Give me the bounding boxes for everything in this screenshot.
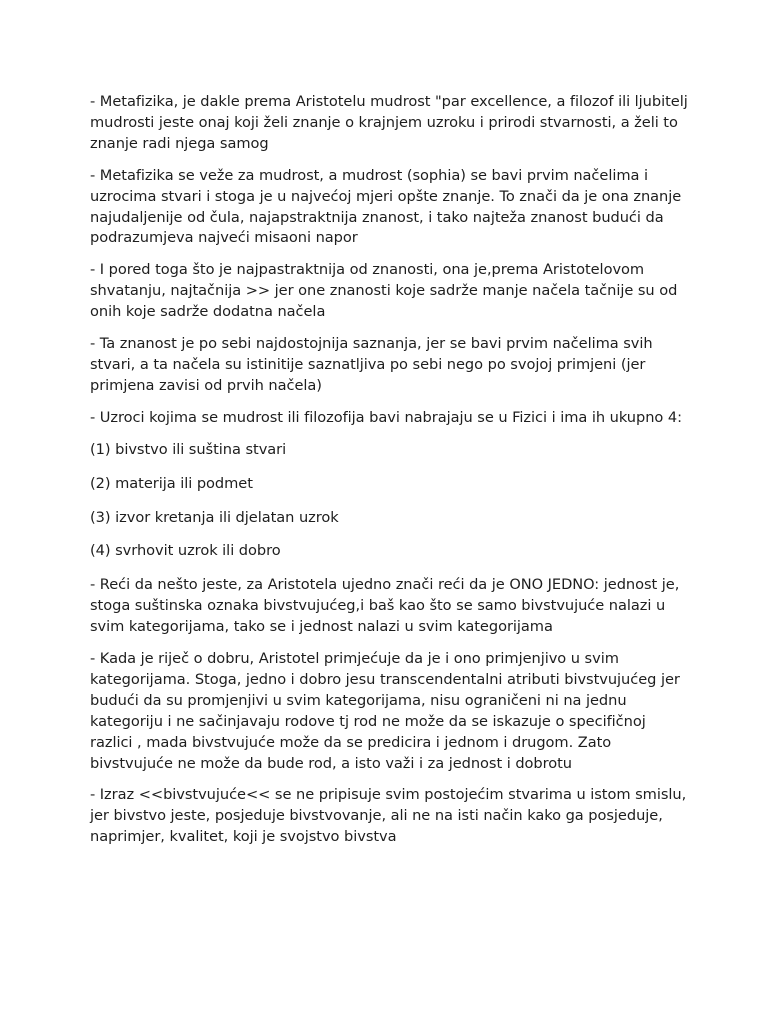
cause-item-1: (1) bivstvo ili suština stvari [90, 440, 287, 458]
cause-item-3: (3) izvor kretanja ili djelatan uzrok [90, 508, 339, 526]
paragraph-metafizika-mudrost: - Metafizika, je dakle prema Aristotelu mudrost "par excellence, a filozof ili ljubitelj mudrosti jeste onaj koji želi znanje o krajnjem uzroku i prirodi stvarnosti, a želi to znanje radi njega samog [90, 93, 688, 152]
paragraph-dobro-transcendentalni: - Kada je riječ o dobru, Aristotel primjećuje da je i ono primjenjivo u svim kategorijama. Stoga, jedno i dobro jesu transcendentalni atributi bivstvujućeg jer budući da su promjenjivi u svim kategorijama, nisu ograničeni ni na jednu kategoriju i ne sačinjavaju rodove tj rod ne može da se iskazuje o specifičnoj razlici , mada bivstvujuće može da se predicira i jednom i drugom. Zato bivstvujuće ne može da bude rod, a isto važi i za jednost i dobrotu [90, 650, 680, 772]
paragraph-najtacnija-znanost: - I pored toga što je najpastraktnija od znanosti, ona je,prema Aristotelovom shvatanju, najtačnija >> jer one znanosti koje sadrže manje načela tačnije su od onih koje sadrže dodatna načela [90, 261, 678, 321]
paragraph-izraz-bivstvujuce: - Izraz <<bivstvujuće<< se ne pripisuje svim postojećim stvarima u istom smislu, jer bivstvo jeste, posjeduje bivstvovanje, ali ne na isti način kako ga posjeduje, naprimjer, kvalitet, koji je svojstvo bivstva [90, 786, 687, 846]
document-page [90, 92, 690, 859]
paragraph-metafizika-sophia: - Metafizika se veže za mudrost, a mudrost (sophia) se bavi prvim načelima i uzrocima stvari i stoga je u najvećoj mjeri opšte znanje. To znači da je ona znanje najudaljenije od čula, najapstraktnija znanost, i tako najteža znanost budući da podrazumjeva najveći misaoni napor [90, 166, 682, 247]
cause-item-2: (2) materija ili podmet [90, 474, 253, 492]
paragraph-jednost: - Reći da nešto jeste, za Aristotela ujedno znači reći da je ONO JEDNO: jednost je, stoga suštinska oznaka bivstvujućeg,i baš kao što se samo bivstvujuće nalazi u svim kategorijama, tako se i jednost nalazi u svim kategorijama [90, 576, 680, 636]
paragraph-najdostojnija-saznanja: - Ta znanost je po sebi najdostojnija saznanja, jer se bavi prvim načelima svih stvari, a ta načela su istinitije saznatljiva po sebi nego po svojoj primjeni (jer primjena zavisi od prvih načela) [90, 335, 653, 394]
paragraph-uzroci-intro: - Uzroci kojima se mudrost ili filozofija bavi nabrajaju se u Fizici i ima ih ukupno 4: [90, 408, 682, 426]
cause-item-4: (4) svrhovit uzrok ili dobro [90, 542, 281, 560]
